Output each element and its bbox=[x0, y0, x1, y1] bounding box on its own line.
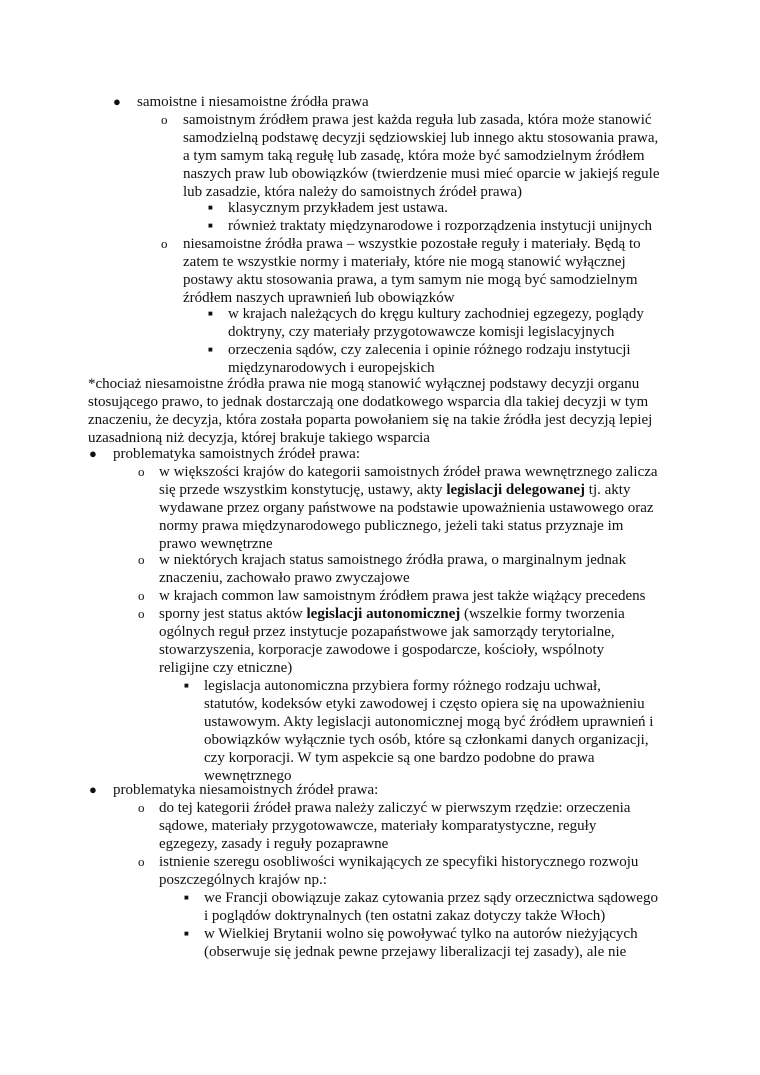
text-line: normy prawa międzynarodowego publicznego, jeżeli taki status przyznaje im bbox=[159, 518, 624, 534]
text-run: sporny jest status aktów bbox=[159, 606, 307, 622]
circle-marker: o bbox=[138, 854, 145, 869]
text-line: do tej kategorii źródeł prawa należy zaliczyć w pierwszym rzędzie: orzeczenia bbox=[159, 800, 631, 816]
circle-marker: o bbox=[161, 236, 168, 251]
text-line: znaczeniu, zachowało prawo zwyczajowe bbox=[159, 570, 410, 586]
bullet-label: samoistne i niesamoistne źródła prawa bbox=[137, 94, 369, 110]
text-line: naszych praw lub obowiązków (twierdzenie musi mieć oparcie w jakiejś regule bbox=[183, 166, 660, 182]
text-line: i poglądów doktrynalnych (ten ostatni zakaz dotyczy także Włoch) bbox=[204, 908, 606, 924]
text-line: sądowe, materiały przygotowawcze, materiały komparatystyczne, reguły bbox=[159, 818, 597, 834]
text-line: we Francji obowiązuje zakaz cytowania przez sądy orzecznictwa sądowego bbox=[204, 890, 658, 906]
square-marker: ■ bbox=[184, 893, 189, 902]
text-line: obowiązków wyłącznie tych osób, które są członkami danych organizacji, bbox=[204, 732, 649, 748]
text-line: znaczeniu, że decyzja, która została poparta powołaniem się na takie źródła jest decyzją lepiej bbox=[88, 412, 653, 428]
text-line: samoistnym źródłem prawa jest każda reguła lub zasada, która może stanowić bbox=[183, 112, 652, 128]
bullet-marker: ● bbox=[89, 446, 97, 461]
circle-marker: o bbox=[138, 552, 145, 567]
bold-term: legislacji delegowanej bbox=[446, 482, 586, 498]
text-line: w krajach common law samoistnym źródłem prawa jest także wiążący precedens bbox=[159, 588, 646, 604]
circle-marker: o bbox=[161, 112, 168, 127]
square-marker: ■ bbox=[184, 681, 189, 690]
text-run: tj. akty bbox=[585, 482, 631, 498]
text-line: stosującego prawo, to jednak dostarczają one dodatkowego wsparcia dla takiej decyzji w tym bbox=[88, 394, 649, 410]
circle-marker: o bbox=[138, 464, 145, 479]
text-line: klasycznym przykładem jest ustawa. bbox=[228, 200, 448, 216]
text-line bbox=[159, 481, 630, 499]
text-line: stowarzyszenia, korporacje zawodowe i gospodarcze, kościoły, wspólnoty bbox=[159, 642, 605, 658]
text-line: zatem te wszystkie normy i materiały, które nie mogą stanowić wyłącznej bbox=[183, 254, 626, 270]
text-line: (obserwuje się jednak pewne przejawy liberalizacji tej zasady), ale nie bbox=[204, 944, 627, 960]
text-line: wydawane przez organy państwowe na podstawie upoważnienia ustawowego oraz bbox=[159, 500, 654, 516]
text-line: orzeczenia sądów, czy zalecenia i opinie różnego rodzaju instytucji bbox=[228, 342, 631, 358]
text-line: prawo wewnętrzne bbox=[159, 536, 273, 552]
text-line: czy korporacji. W tym aspekcie są one bardzo podobne do prawa bbox=[204, 750, 595, 766]
square-marker: ■ bbox=[208, 221, 213, 230]
circle-marker: o bbox=[138, 606, 145, 621]
bullet-label: problematyka samoistnych źródeł prawa: bbox=[113, 446, 361, 462]
text-line: religijne czy etniczne) bbox=[159, 660, 293, 676]
text-line: również traktaty międzynarodowe i rozporządzenia instytucji unijnych bbox=[228, 218, 653, 234]
circle-marker: o bbox=[138, 588, 145, 603]
text-line: w Wielkiej Brytanii wolno się powoływać tylko na autorów nieżyjących bbox=[204, 926, 638, 942]
text-line: istnienie szeregu osobliwości wynikających ze specyfiki historycznego rozwoju bbox=[159, 854, 639, 870]
circle-marker: o bbox=[138, 800, 145, 815]
text-line: niesamoistne źródła prawa – wszystkie pozostałe reguły i materiały. Będą to bbox=[183, 236, 641, 252]
text-line: legislacja autonomiczna przybiera formy różnego rodzaju uchwał, bbox=[204, 678, 601, 694]
text-line: w większości krajów do kategorii samoistnych źródeł prawa wewnętrznego zalicza bbox=[159, 464, 658, 480]
text-run: się przede wszystkim konstytucję, ustawy, akty bbox=[159, 482, 447, 498]
text-line bbox=[159, 605, 625, 623]
text-line: statutów, kodeksów etyki zawodowej i często opiera się na upoważnieniu bbox=[204, 696, 645, 712]
text-line: postawy aktu stosowania prawa, a tym samym nie mogą być samodzielnym bbox=[183, 272, 638, 288]
text-line: ogólnych reguł przez instytucje pozapaństwowe jak samorządy terytorialne, bbox=[159, 624, 615, 640]
text-line: źródłem naszych uprawnień lub obowiązków bbox=[183, 290, 455, 306]
text-line: *chociaż niesamoistne źródła prawa nie mogą stanowić wyłącznej podstawy decyzji organu bbox=[88, 376, 640, 392]
bold-term: legislacji autonomicznej bbox=[306, 606, 461, 622]
text-line: uzasadnioną niż decyzja, której brakuje takiego wsparcia bbox=[88, 430, 430, 446]
square-marker: ■ bbox=[208, 309, 213, 318]
text-line: w niektórych krajach status samoistnego źródła prawa, o marginalnym jednak bbox=[159, 552, 627, 568]
bullet-marker: ● bbox=[113, 94, 121, 109]
text-line: egzegezy, zasady i reguły pozaprawne bbox=[159, 836, 389, 852]
text-run: (wszelkie formy tworzenia bbox=[460, 606, 625, 622]
text-line: a tym samym taką regułę lub zasadę, która może być samodzielnym źródłem bbox=[183, 148, 645, 164]
text-line: doktryny, czy materiały przygotowawcze komisji legislacyjnych bbox=[228, 324, 615, 340]
text-line: samodzielną podstawę decyzji sędziowskiej lub innego aktu stosowania prawa, bbox=[183, 130, 659, 146]
square-marker: ■ bbox=[208, 203, 213, 212]
text-line: lub zasadzie, która należy do samoistnych źródeł prawa) bbox=[183, 184, 523, 200]
text-line: poszczególnych krajów np.: bbox=[159, 872, 327, 888]
text-line: ustawowym. Akty legislacji autonomicznej mogą być źródłem uprawnień i bbox=[204, 714, 654, 730]
text-line: w krajach należących do kręgu kultury zachodniej egzegezy, poglądy bbox=[228, 306, 644, 322]
square-marker: ■ bbox=[208, 345, 213, 354]
text-line: wewnętrznego bbox=[204, 768, 292, 784]
square-marker: ■ bbox=[184, 929, 189, 938]
text-line: międzynarodowych i europejskich bbox=[228, 360, 435, 376]
bullet-marker: ● bbox=[89, 782, 97, 797]
bullet-label: problematyka niesamoistnych źródeł prawa: bbox=[113, 782, 379, 798]
